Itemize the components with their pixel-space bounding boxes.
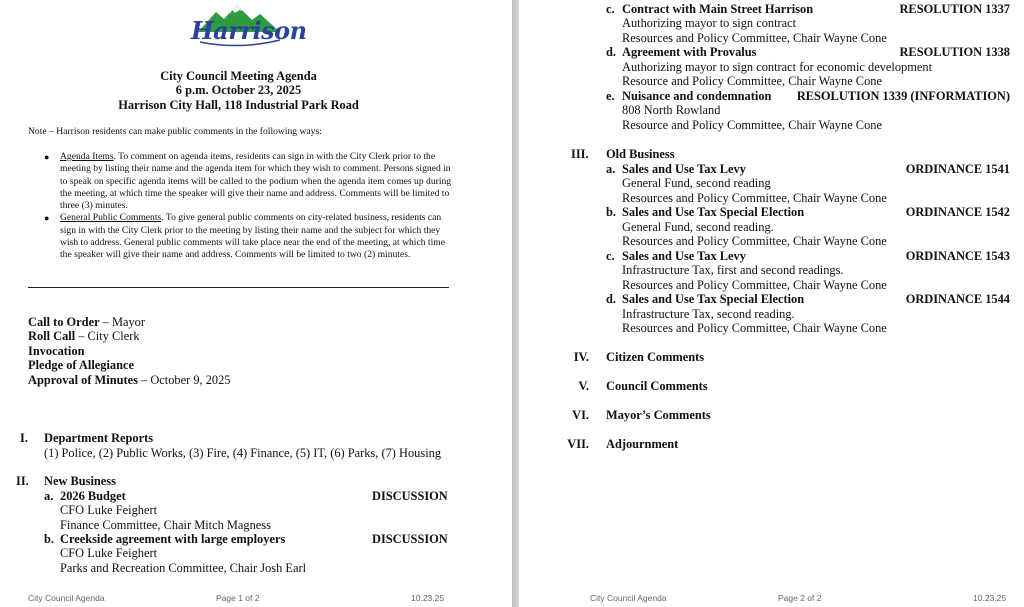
- item-detail: General Fund, second reading: [622, 176, 771, 190]
- item-detail: Resources and Policy Committee, Chair Wayne Cone: [622, 191, 887, 205]
- item-tag: ORDINANCE 1543: [905, 249, 1010, 263]
- bullet-title: Agenda Items: [60, 151, 114, 162]
- item-detail: Resources and Policy Committee, Chair Wayne Cone: [622, 234, 887, 248]
- bullet-title: General Public Comments: [60, 212, 162, 224]
- item-tag: DISCUSSION: [372, 532, 448, 546]
- section-number: V.: [578, 379, 589, 393]
- item-detail: Infrastructure Tax, second reading.: [622, 307, 795, 321]
- item-tag: RESOLUTION 1338: [899, 45, 1010, 59]
- section-title: Council Comments: [606, 379, 708, 393]
- horizontal-rule: [28, 287, 449, 288]
- item-detail: Authorizing mayor to sign contract for economic development: [622, 60, 933, 74]
- bullet-icon: ●: [44, 152, 50, 162]
- agenda-time: 6 p.m. October 23, 2025: [175, 83, 302, 97]
- agenda-location: Harrison City Hall, 118 Industrial Park Road: [118, 98, 359, 112]
- section-number: VI.: [572, 408, 589, 422]
- item-title: 2026 Budget: [60, 489, 126, 503]
- list-item: [40, 212, 452, 261]
- item-letter: e.: [606, 89, 615, 103]
- item-title: Sales and Use Tax Levy: [622, 249, 746, 263]
- item-letter: d.: [606, 292, 616, 306]
- roll-call: Roll Call – City Clerk: [28, 329, 140, 343]
- public-comment-note: Note – Harrison residents can make public comments in the following ways:: [28, 126, 322, 137]
- footer-page-number: Page 1 of 2: [216, 593, 260, 603]
- item-tag: RESOLUTION 1339 (INFORMATION): [796, 89, 1010, 103]
- item-letter: b.: [606, 205, 616, 219]
- item-letter: a.: [44, 489, 54, 503]
- item-detail: Resources and Policy Committee, Chair Wayne Cone: [622, 321, 887, 335]
- footer-title: City Council Agenda: [590, 593, 667, 603]
- pledge-of-allegiance: Pledge of Allegiance: [28, 358, 134, 372]
- page-gap: [512, 0, 519, 607]
- item-detail: Resources and Policy Committee, Chair Wayne Cone: [622, 31, 887, 45]
- item-detail: 808 North Rowland: [622, 103, 721, 117]
- item-detail: Resource and Policy Committee, Chair Wayne Cone: [622, 74, 882, 88]
- item-title: Sales and Use Tax Levy: [622, 162, 746, 176]
- bullet-icon: ●: [44, 213, 50, 224]
- call-to-order: Call to Order – Mayor: [28, 315, 146, 329]
- logo-small-text: City of: [222, 8, 240, 14]
- section-number: III.: [571, 147, 589, 161]
- department-reports-list: (1) Police, (2) Public Works, (3) Fire, (4) Finance, (5) IT, (6) Parks, (7) Housing: [44, 446, 442, 460]
- item-detail: Parks and Recreation Committee, Chair Josh Earl: [60, 561, 307, 575]
- item-title: Sales and Use Tax Special Election: [622, 292, 805, 306]
- section-title: Old Business: [606, 147, 675, 161]
- item-detail: CFO Luke Feighert: [60, 503, 158, 517]
- item-detail: Resources and Policy Committee, Chair Wayne Cone: [622, 278, 887, 292]
- footer-date: 10.23.25: [973, 593, 1007, 603]
- section-number: IV.: [573, 350, 589, 364]
- item-letter: c.: [606, 249, 615, 263]
- item-tag: ORDINANCE 1542: [905, 205, 1010, 219]
- item-detail: General Fund, second reading.: [622, 220, 774, 234]
- item-title: Nuisance and condemnation: [622, 89, 772, 103]
- item-detail: CFO Luke Feighert: [60, 546, 158, 560]
- item-title: Creekside agreement with large employers: [60, 532, 286, 546]
- footer-title: City Council Agenda: [28, 593, 105, 603]
- item-title: Contract with Main Street Harrison: [622, 2, 814, 16]
- item-letter: b.: [44, 532, 54, 546]
- item-detail: Authorizing mayor to sign contract: [622, 16, 797, 30]
- approval-of-minutes: Approval of Minutes – October 9, 2025: [28, 373, 231, 387]
- item-tag: ORDINANCE 1541: [905, 162, 1010, 176]
- logo-text: Harrison: [191, 16, 307, 45]
- bullet-text: . To comment on agenda items, residents can sign in with the City Clerk prior to the meeting by listing their name and the agenda item for which they wish to comment. Persons signed in to speak on specific agenda items will be called to the podium when the agenda item comes up during the meeting, at which time the speaker will give their name and address. Comments will be limited to three (3) minutes.: [60, 151, 452, 212]
- agenda-title: City Council Meeting Agenda: [160, 69, 317, 83]
- invocation: Invocation: [28, 344, 85, 358]
- section-title: Citizen Comments: [606, 350, 705, 364]
- section-number: II.: [16, 474, 29, 488]
- section-title: New Business: [44, 474, 116, 488]
- item-tag: RESOLUTION 1337: [899, 2, 1010, 16]
- section-number: VII.: [567, 437, 589, 451]
- section-title: Department Reports: [44, 431, 154, 445]
- public-comment-list: [40, 151, 452, 262]
- item-detail: Finance Committee, Chair Mitch Magness: [60, 518, 271, 532]
- item-title: Sales and Use Tax Special Election: [622, 205, 805, 219]
- list-item: [40, 151, 452, 212]
- item-letter: c.: [606, 2, 615, 16]
- item-tag: DISCUSSION: [372, 489, 448, 503]
- footer-page-number: Page 2 of 2: [778, 593, 822, 603]
- section-title: Adjournment: [606, 437, 679, 451]
- item-detail: Resource and Policy Committee, Chair Wayne Cone: [622, 118, 882, 132]
- item-detail: Infrastructure Tax, first and second readings.: [622, 263, 844, 277]
- item-tag: ORDINANCE 1544: [905, 292, 1010, 306]
- item-title: Agreement with Provalus: [622, 45, 757, 59]
- footer-date: 10.23.25: [411, 593, 445, 603]
- item-letter: a.: [606, 162, 616, 176]
- item-letter: d.: [606, 45, 616, 59]
- document-page-2: [519, 0, 1024, 607]
- section-title: Mayor’s Comments: [606, 408, 711, 422]
- bullet-text: . To give general public comments on city-related business, residents can sign in with the City Clerk prior to the meeting by listing their name and the subject for which they wish to address. General public comments will take place near the end of the meeting, at which time the speaker will give their name and address. Comments will be limited to two (2) minutes.: [60, 212, 445, 261]
- section-number: I.: [20, 431, 28, 445]
